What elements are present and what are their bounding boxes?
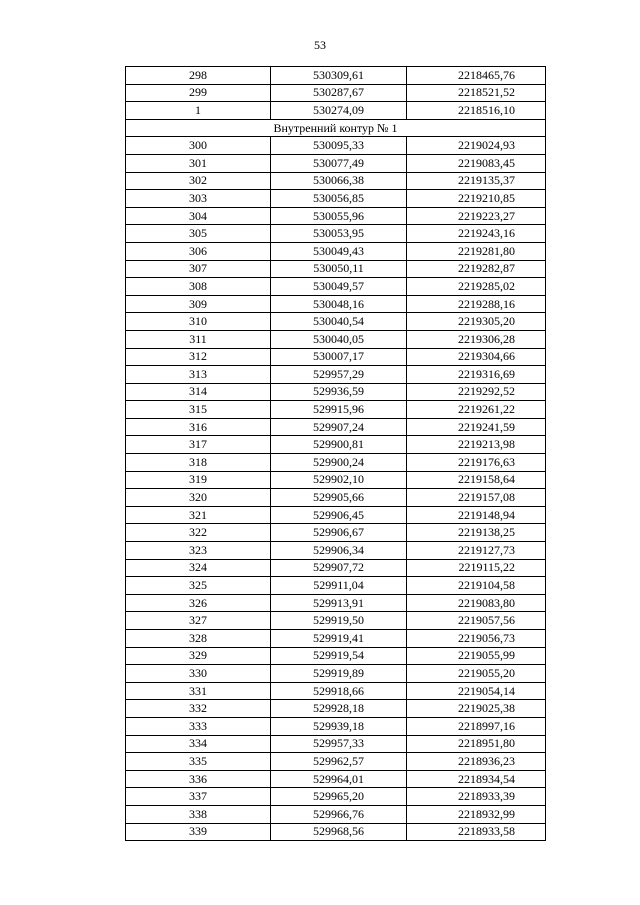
y-coordinate-cell: 2219176,63 xyxy=(407,454,546,472)
x-coordinate-cell: 529964,01 xyxy=(271,770,407,788)
point-number-cell: 317 xyxy=(126,436,271,454)
y-coordinate-cell: 2219305,20 xyxy=(407,313,546,331)
x-coordinate-cell: 529919,41 xyxy=(271,630,407,648)
point-number-cell: 303 xyxy=(126,190,271,208)
table-row xyxy=(126,278,546,296)
y-coordinate-cell: 2218932,99 xyxy=(407,805,546,823)
table-row xyxy=(126,207,546,225)
point-number-cell: 302 xyxy=(126,172,271,190)
x-coordinate-cell: 529962,57 xyxy=(271,753,407,771)
table-row xyxy=(126,295,546,313)
coordinates-table-body xyxy=(126,67,546,841)
table-row xyxy=(126,753,546,771)
y-coordinate-cell: 2218936,23 xyxy=(407,753,546,771)
y-coordinate-cell: 2219213,98 xyxy=(407,436,546,454)
x-coordinate-cell: 529918,66 xyxy=(271,682,407,700)
x-coordinate-cell: 529936,59 xyxy=(271,383,407,401)
table-row xyxy=(126,700,546,718)
table-row xyxy=(126,506,546,524)
point-number-cell: 326 xyxy=(126,594,271,612)
y-coordinate-cell: 2219306,28 xyxy=(407,330,546,348)
table-row xyxy=(126,665,546,683)
x-coordinate-cell: 530049,43 xyxy=(271,242,407,260)
table-row xyxy=(126,225,546,243)
x-coordinate-cell: 529907,24 xyxy=(271,418,407,436)
y-coordinate-cell: 2219288,16 xyxy=(407,295,546,313)
table-row xyxy=(126,471,546,489)
x-coordinate-cell: 529915,96 xyxy=(271,401,407,419)
y-coordinate-cell: 2219138,25 xyxy=(407,524,546,542)
x-coordinate-cell: 530274,09 xyxy=(271,102,407,120)
table-row xyxy=(126,735,546,753)
y-coordinate-cell: 2219055,20 xyxy=(407,665,546,683)
y-coordinate-cell: 2219054,14 xyxy=(407,682,546,700)
coordinates-table xyxy=(125,66,546,841)
point-number-cell: 320 xyxy=(126,489,271,507)
table-row xyxy=(126,594,546,612)
y-coordinate-cell: 2218933,39 xyxy=(407,788,546,806)
x-coordinate-cell: 530040,54 xyxy=(271,313,407,331)
y-coordinate-cell: 2219285,02 xyxy=(407,278,546,296)
table-row xyxy=(126,542,546,560)
x-coordinate-cell: 530055,96 xyxy=(271,207,407,225)
point-number-cell: 318 xyxy=(126,454,271,472)
point-number-cell: 1 xyxy=(126,102,271,120)
y-coordinate-cell: 2219210,85 xyxy=(407,190,546,208)
table-row xyxy=(126,348,546,366)
table-row xyxy=(126,524,546,542)
y-coordinate-cell: 2219282,87 xyxy=(407,260,546,278)
table-row xyxy=(126,612,546,630)
table-row xyxy=(126,647,546,665)
y-coordinate-cell: 2219083,80 xyxy=(407,594,546,612)
table-row xyxy=(126,770,546,788)
y-coordinate-cell: 2219316,69 xyxy=(407,366,546,384)
table-row xyxy=(126,630,546,648)
y-coordinate-cell: 2219281,80 xyxy=(407,242,546,260)
x-coordinate-cell: 529928,18 xyxy=(271,700,407,718)
point-number-cell: 300 xyxy=(126,137,271,155)
point-number-cell: 332 xyxy=(126,700,271,718)
table-row xyxy=(126,137,546,155)
y-coordinate-cell: 2219104,58 xyxy=(407,577,546,595)
x-coordinate-cell: 530287,67 xyxy=(271,84,407,102)
y-coordinate-cell: 2218933,58 xyxy=(407,823,546,841)
y-coordinate-cell: 2219157,08 xyxy=(407,489,546,507)
point-number-cell: 323 xyxy=(126,542,271,560)
y-coordinate-cell: 2219223,27 xyxy=(407,207,546,225)
point-number-cell: 325 xyxy=(126,577,271,595)
y-coordinate-cell: 2218997,16 xyxy=(407,717,546,735)
point-number-cell: 333 xyxy=(126,717,271,735)
x-coordinate-cell: 529911,04 xyxy=(271,577,407,595)
x-coordinate-cell: 530095,33 xyxy=(271,137,407,155)
y-coordinate-cell: 2219241,59 xyxy=(407,418,546,436)
table-row xyxy=(126,102,546,120)
x-coordinate-cell: 530050,11 xyxy=(271,260,407,278)
table-row xyxy=(126,401,546,419)
point-number-cell: 310 xyxy=(126,313,271,331)
table-row xyxy=(126,418,546,436)
x-coordinate-cell: 529939,18 xyxy=(271,717,407,735)
x-coordinate-cell: 530048,16 xyxy=(271,295,407,313)
x-coordinate-cell: 529919,54 xyxy=(271,647,407,665)
point-number-cell: 336 xyxy=(126,770,271,788)
table-row xyxy=(126,154,546,172)
x-coordinate-cell: 529966,76 xyxy=(271,805,407,823)
table-row xyxy=(126,172,546,190)
point-number-cell: 337 xyxy=(126,788,271,806)
x-coordinate-cell: 530056,85 xyxy=(271,190,407,208)
x-coordinate-cell: 529907,72 xyxy=(271,559,407,577)
table-row xyxy=(126,805,546,823)
table-row xyxy=(126,559,546,577)
table-row xyxy=(126,788,546,806)
y-coordinate-cell: 2219148,94 xyxy=(407,506,546,524)
table-row xyxy=(126,823,546,841)
point-number-cell: 327 xyxy=(126,612,271,630)
x-coordinate-cell: 530309,61 xyxy=(271,67,407,85)
y-coordinate-cell: 2219243,16 xyxy=(407,225,546,243)
x-coordinate-cell: 529957,33 xyxy=(271,735,407,753)
table-row xyxy=(126,682,546,700)
x-coordinate-cell: 529968,56 xyxy=(271,823,407,841)
y-coordinate-cell: 2218934,54 xyxy=(407,770,546,788)
point-number-cell: 330 xyxy=(126,665,271,683)
table-row xyxy=(126,190,546,208)
point-number-cell: 298 xyxy=(126,67,271,85)
y-coordinate-cell: 2218465,76 xyxy=(407,67,546,85)
x-coordinate-cell: 529906,34 xyxy=(271,542,407,560)
point-number-cell: 331 xyxy=(126,682,271,700)
y-coordinate-cell: 2219025,38 xyxy=(407,700,546,718)
x-coordinate-cell: 529906,45 xyxy=(271,506,407,524)
point-number-cell: 301 xyxy=(126,154,271,172)
y-coordinate-cell: 2219261,22 xyxy=(407,401,546,419)
x-coordinate-cell: 530049,57 xyxy=(271,278,407,296)
point-number-cell: 338 xyxy=(126,805,271,823)
y-coordinate-cell: 2219115,22 xyxy=(407,559,546,577)
table-row xyxy=(126,454,546,472)
table-row xyxy=(126,260,546,278)
y-coordinate-cell: 2219292,52 xyxy=(407,383,546,401)
table-row xyxy=(126,242,546,260)
table-row xyxy=(126,67,546,85)
x-coordinate-cell: 529919,50 xyxy=(271,612,407,630)
x-coordinate-cell: 529965,20 xyxy=(271,788,407,806)
table-row xyxy=(126,366,546,384)
point-number-cell: 311 xyxy=(126,330,271,348)
table-row xyxy=(126,489,546,507)
x-coordinate-cell: 530077,49 xyxy=(271,154,407,172)
table-row xyxy=(126,84,546,102)
table-row xyxy=(126,383,546,401)
point-number-cell: 312 xyxy=(126,348,271,366)
x-coordinate-cell: 529900,24 xyxy=(271,454,407,472)
section-title: Внутренний контур № 1 xyxy=(126,119,546,137)
point-number-cell: 334 xyxy=(126,735,271,753)
x-coordinate-cell: 529913,91 xyxy=(271,594,407,612)
x-coordinate-cell: 530066,38 xyxy=(271,172,407,190)
x-coordinate-cell: 529905,66 xyxy=(271,489,407,507)
y-coordinate-cell: 2219158,64 xyxy=(407,471,546,489)
point-number-cell: 322 xyxy=(126,524,271,542)
point-number-cell: 309 xyxy=(126,295,271,313)
point-number-cell: 328 xyxy=(126,630,271,648)
point-number-cell: 329 xyxy=(126,647,271,665)
y-coordinate-cell: 2219304,66 xyxy=(407,348,546,366)
table-row xyxy=(126,436,546,454)
x-coordinate-cell: 530007,17 xyxy=(271,348,407,366)
x-coordinate-cell: 530053,95 xyxy=(271,225,407,243)
point-number-cell: 314 xyxy=(126,383,271,401)
section-header-row xyxy=(126,119,546,137)
y-coordinate-cell: 2219127,73 xyxy=(407,542,546,560)
y-coordinate-cell: 2219057,56 xyxy=(407,612,546,630)
x-coordinate-cell: 529902,10 xyxy=(271,471,407,489)
point-number-cell: 339 xyxy=(126,823,271,841)
point-number-cell: 307 xyxy=(126,260,271,278)
x-coordinate-cell: 529957,29 xyxy=(271,366,407,384)
y-coordinate-cell: 2219083,45 xyxy=(407,154,546,172)
x-coordinate-cell: 529900,81 xyxy=(271,436,407,454)
x-coordinate-cell: 529906,67 xyxy=(271,524,407,542)
y-coordinate-cell: 2219024,93 xyxy=(407,137,546,155)
table-row xyxy=(126,717,546,735)
y-coordinate-cell: 2218521,52 xyxy=(407,84,546,102)
point-number-cell: 305 xyxy=(126,225,271,243)
y-coordinate-cell: 2219055,99 xyxy=(407,647,546,665)
y-coordinate-cell: 2219135,37 xyxy=(407,172,546,190)
point-number-cell: 306 xyxy=(126,242,271,260)
y-coordinate-cell: 2219056,73 xyxy=(407,630,546,648)
point-number-cell: 324 xyxy=(126,559,271,577)
point-number-cell: 315 xyxy=(126,401,271,419)
page-number: 53 xyxy=(314,38,326,52)
x-coordinate-cell: 529919,89 xyxy=(271,665,407,683)
table-row xyxy=(126,313,546,331)
point-number-cell: 316 xyxy=(126,418,271,436)
point-number-cell: 321 xyxy=(126,506,271,524)
table-row xyxy=(126,577,546,595)
point-number-cell: 335 xyxy=(126,753,271,771)
table-row xyxy=(126,330,546,348)
point-number-cell: 304 xyxy=(126,207,271,225)
point-number-cell: 319 xyxy=(126,471,271,489)
point-number-cell: 308 xyxy=(126,278,271,296)
y-coordinate-cell: 2218516,10 xyxy=(407,102,546,120)
y-coordinate-cell: 2218951,80 xyxy=(407,735,546,753)
point-number-cell: 299 xyxy=(126,84,271,102)
point-number-cell: 313 xyxy=(126,366,271,384)
x-coordinate-cell: 530040,05 xyxy=(271,330,407,348)
